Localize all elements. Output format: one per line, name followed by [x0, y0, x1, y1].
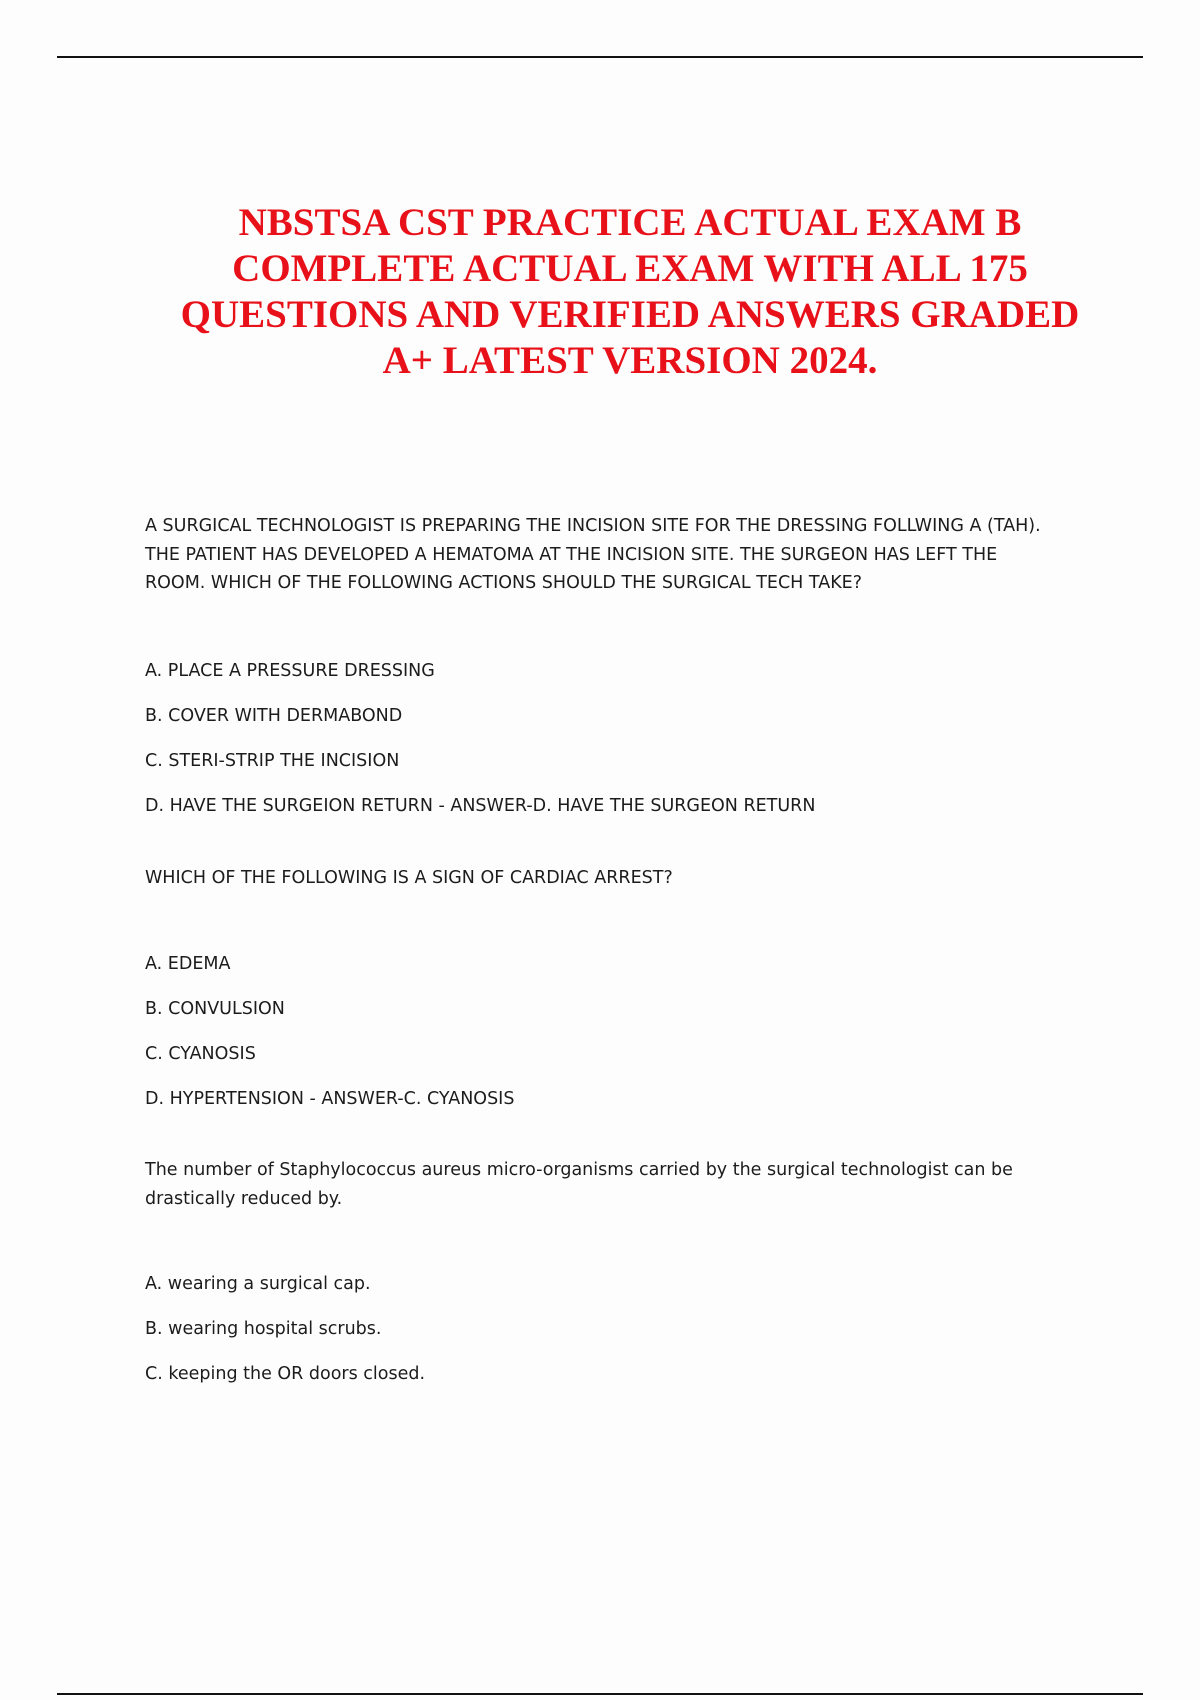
answer-option: A. EDEMA: [145, 954, 231, 974]
answer-option: A. wearing a surgical cap.: [145, 1274, 371, 1294]
question-stem: [145, 512, 1085, 598]
stem-line: The number of Staphylococcus aureus micro-organisms carried by the surgical technologist can be: [145, 1160, 1013, 1180]
question-3: [145, 1156, 1085, 1388]
header-rule: [57, 56, 1143, 58]
answer-option: B. COVER WITH DERMABOND: [145, 705, 403, 726]
stem-line: THE PATIENT HAS DEVELOPED A HEMATOMA AT THE INCISION SITE. THE SURGEON HAS LEFT THE: [145, 544, 998, 565]
footer-rule: [57, 1693, 1143, 1695]
answer-option: C. STERI-STRIP THE INCISION: [145, 750, 400, 771]
title-line: QUESTIONS AND VERIFIED ANSWERS GRADED: [180, 293, 1080, 336]
answer-options: [145, 950, 1085, 1113]
title-line: NBSTSA CST PRACTICE ACTUAL EXAM B: [238, 201, 1022, 244]
title-line: A+ LATEST VERSION 2024.: [382, 339, 878, 382]
answer-option: D. HYPERTENSION - ANSWER-C. CYANOSIS: [145, 1089, 515, 1109]
document-title: [80, 200, 1180, 384]
answer-option: D. HAVE THE SURGEION RETURN - ANSWER-D. HAVE THE SURGEON RETURN: [145, 795, 816, 816]
stem-line: drastically reduced by.: [145, 1188, 343, 1209]
answer-option: B. CONVULSION: [145, 999, 285, 1019]
answer-option: A. PLACE A PRESSURE DRESSING: [145, 660, 435, 681]
answer-options: [145, 657, 1085, 820]
question-1: [145, 512, 1085, 820]
title-line: COMPLETE ACTUAL EXAM WITH ALL 175: [232, 247, 1028, 290]
question-stem: [145, 864, 1085, 893]
question-2: [145, 864, 1085, 1114]
stem-line: ROOM. WHICH OF THE FOLLOWING ACTIONS SHOULD THE SURGICAL TECH TAKE?: [145, 573, 863, 593]
answer-options: [145, 1270, 1085, 1388]
questions-section: [145, 512, 1085, 1405]
question-stem: [145, 1156, 1085, 1213]
answer-option: B. wearing hospital scrubs.: [145, 1319, 382, 1339]
stem-line: A SURGICAL TECHNOLOGIST IS PREPARING THE INCISION SITE FOR THE DRESSING FOLLWING A (TAH).: [145, 516, 1041, 536]
stem-line: WHICH OF THE FOLLOWING IS A SIGN OF CARDIAC ARREST?: [145, 867, 673, 888]
answer-option: C. keeping the OR doors closed.: [145, 1364, 426, 1384]
answer-option: C. CYANOSIS: [145, 1044, 256, 1064]
